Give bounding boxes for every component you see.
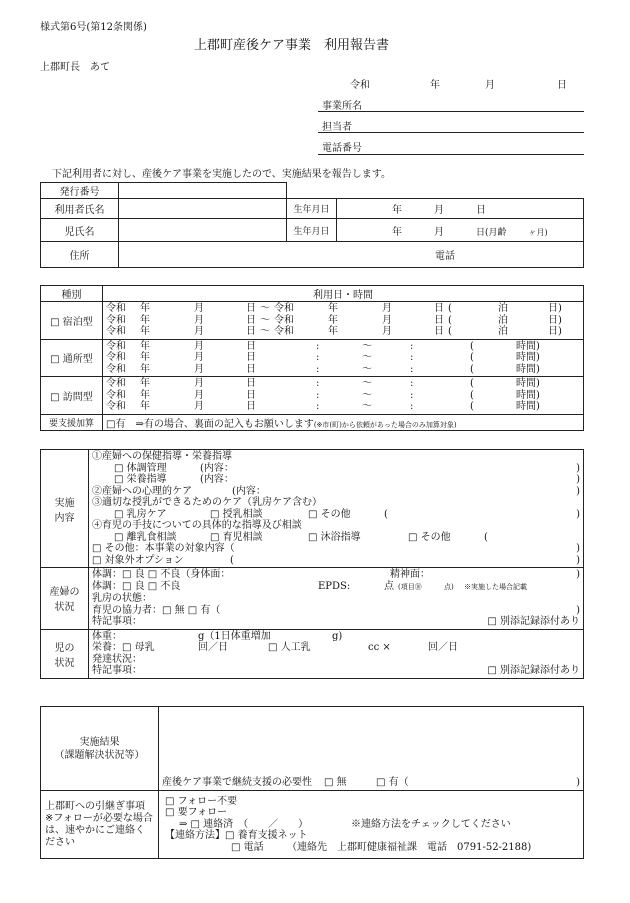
day-age-label: 日(月齢 <box>476 227 507 238</box>
form-number: 様式第6号(第12条関係) <box>40 22 147 33</box>
handover-content <box>159 791 584 859</box>
address-value[interactable] <box>119 242 584 268</box>
tel-label: 電話 <box>435 251 455 262</box>
center-type[interactable]: □ 通所型 <box>41 339 103 377</box>
year-label: 年 <box>392 205 402 216</box>
date-day: 日 <box>557 80 567 91</box>
months-label: ヶ月) <box>528 227 548 237</box>
home-row[interactable]: 令和 年 月 日 : 〜 : ( 時間) <box>106 389 540 401</box>
center-row[interactable]: 令和 年 月 日 : 〜 : ( 時間) <box>106 363 540 375</box>
impl-line: ③適切な授乳ができるためのケア（乳房ケア含む） <box>92 497 322 508</box>
user-birth-label: 生年月日 <box>287 199 337 219</box>
impl-line[interactable]: □ 対象外オプション ( ) <box>92 554 580 566</box>
center-row[interactable]: 令和 年 月 日 : 〜 : ( 時間) <box>106 340 540 352</box>
follow-unneeded[interactable]: □ フォロー不要 <box>165 795 238 807</box>
stay-row[interactable]: 令和 年 月 日 ～ 令和 年 月 日 ( 泊 日) <box>106 314 562 326</box>
mother-label: 産婦の 状況 <box>41 568 89 630</box>
child-line[interactable]: 栄養：□ 母乳 回／日 □ 人工乳 cc × 回／日 <box>92 642 458 653</box>
year-label: 年 <box>392 226 402 238</box>
phone-label: 電話番号 <box>322 143 362 154</box>
contacted-line[interactable]: ⇒ □ 連絡済 （ ／ ） ※連絡方法をチェックしてください <box>179 818 511 830</box>
office-name-line <box>318 111 584 112</box>
support-add-value[interactable] <box>103 414 584 430</box>
phone-line[interactable]: □ 電話 （連絡先 上郡町健康福祉課 電話 0791-52-2188) <box>231 841 532 853</box>
person-label: 担当者 <box>322 122 352 133</box>
person-line <box>318 132 584 133</box>
home-row[interactable]: 令和 年 月 日 : 〜 : ( 時間) <box>106 378 540 389</box>
impl-line[interactable]: ②産婦への心理的ケア (内容： ) <box>92 485 580 497</box>
follow-needed[interactable]: □ 要フォロー <box>165 807 228 819</box>
mother-line[interactable]: 体調：□ 良 □ 不良 EPDS: 点 (項目⑩ 点) ※実施した場合記載 <box>92 580 527 592</box>
support-text: □有 ⇒有の場合、裏面の記入もお願いします <box>106 418 314 430</box>
handover-label: 上郡町への引継ぎ事項 ※フォローが必要な場合は、速やかにご連絡ください <box>41 791 159 859</box>
contact-method[interactable]: 【連絡方法】□ 養育支援ネット <box>165 830 308 842</box>
care-table <box>40 449 584 679</box>
address-label: 住所 <box>41 242 119 268</box>
type-header: 種別 <box>41 286 103 302</box>
addressee: 上郡町長 あて <box>40 62 110 73</box>
date-year: 年 <box>430 80 440 91</box>
issue-no-value[interactable] <box>119 183 287 199</box>
support-add-label: 要支援加算 <box>41 414 103 430</box>
day-label: 日 <box>476 205 486 216</box>
mother-line[interactable]: 特記事項： □ 別添記録添付あり <box>92 616 580 627</box>
home-type[interactable]: □ 訪問型 <box>41 377 103 415</box>
user-name-value[interactable] <box>119 199 287 219</box>
mother-content <box>89 568 584 630</box>
child-birth-label: 生年月日 <box>287 219 337 242</box>
center-rows <box>103 339 584 377</box>
blank <box>287 183 584 199</box>
page-title: 上郡町産後ケア事業 利用報告書 <box>194 38 390 53</box>
child-line[interactable]: 発達状況： <box>92 653 142 665</box>
user-info-table <box>40 182 584 268</box>
issue-no-label: 発行番号 <box>41 183 119 199</box>
office-name-label: 事業所名 <box>322 101 362 112</box>
child-birth-value[interactable] <box>337 219 584 242</box>
mother-line[interactable]: 乳房の状態： <box>92 593 152 604</box>
child-name-value[interactable] <box>119 219 287 242</box>
usage-table <box>40 285 584 431</box>
impl-content <box>89 450 584 568</box>
impl-line: ④育児の手技についての具体的な指導及び相談 <box>92 520 302 531</box>
mother-line[interactable]: 育児の協力者：□ 無 □ 有（ ) <box>92 604 580 616</box>
impl-line[interactable]: □ 乳房ケア □ 授乳相談 □ その他 ( ) <box>114 508 580 520</box>
impl-label: 実施 内容 <box>41 450 89 568</box>
result-label: 実施結果 （課題解決状況等） <box>41 707 159 791</box>
result-content[interactable] <box>159 707 584 791</box>
impl-line[interactable]: □ その他：本事業の対象内容（ ) <box>92 543 580 554</box>
impl-line: ①産婦への保健指導・栄養指導 <box>92 451 232 462</box>
child-line[interactable]: 特記事項： □ 別添記録添付あり <box>92 665 580 676</box>
month-label: 月 <box>434 226 444 238</box>
intro-text: 下記利用者に対し、産後ケア事業を実施したので、実施結果を報告します。 <box>52 169 391 180</box>
stay-rows <box>103 302 584 340</box>
user-birth-value[interactable] <box>337 199 584 219</box>
impl-line[interactable]: □ 栄養指導 (内容： ) <box>114 474 580 485</box>
mother-line[interactable]: 体調：□ 良 □ 不良（身体面： 精神面： ) <box>92 569 580 580</box>
user-name-label: 利用者氏名 <box>41 199 119 219</box>
result-table <box>40 706 584 859</box>
center-row[interactable]: 令和 年 月 日 : 〜 : ( 時間) <box>106 352 540 363</box>
child-label: 児の 状況 <box>41 629 89 678</box>
home-rows <box>103 377 584 415</box>
support-note: (※市(町)から依頼があった場合のみ加算対象) <box>313 420 457 429</box>
phone-line <box>318 154 584 155</box>
stay-row[interactable]: 令和 年 月 日 ～ 令和 年 月 日 ( 泊 日) <box>106 303 562 314</box>
usage-header: 利用日・時間 <box>103 286 584 302</box>
impl-line[interactable]: □ 体調管理 (内容： ) <box>114 462 580 474</box>
home-row[interactable]: 令和 年 月 日 : 〜 : ( 時間) <box>106 401 540 412</box>
child-line[interactable]: 体重： g（1日体重増加 g) <box>92 630 343 642</box>
stay-row[interactable]: 令和 年 月 日 ～ 令和 年 月 日 ( 泊 日) <box>106 326 562 337</box>
stay-type[interactable]: □ 宿泊型 <box>41 302 103 340</box>
child-name-label: 児氏名 <box>41 219 119 242</box>
child-content <box>89 629 584 678</box>
date-era: 令和 <box>350 80 370 91</box>
impl-line[interactable]: □ 離乳食相談 □ 育児相談 □ 沐浴指導 □ その他 ( <box>114 531 488 543</box>
month-label: 月 <box>434 205 444 216</box>
date-month: 月 <box>485 80 495 91</box>
continue-line[interactable]: 産後ケア事業で継続支援の必要性 □ 無 □ 有（ ) <box>162 776 580 788</box>
